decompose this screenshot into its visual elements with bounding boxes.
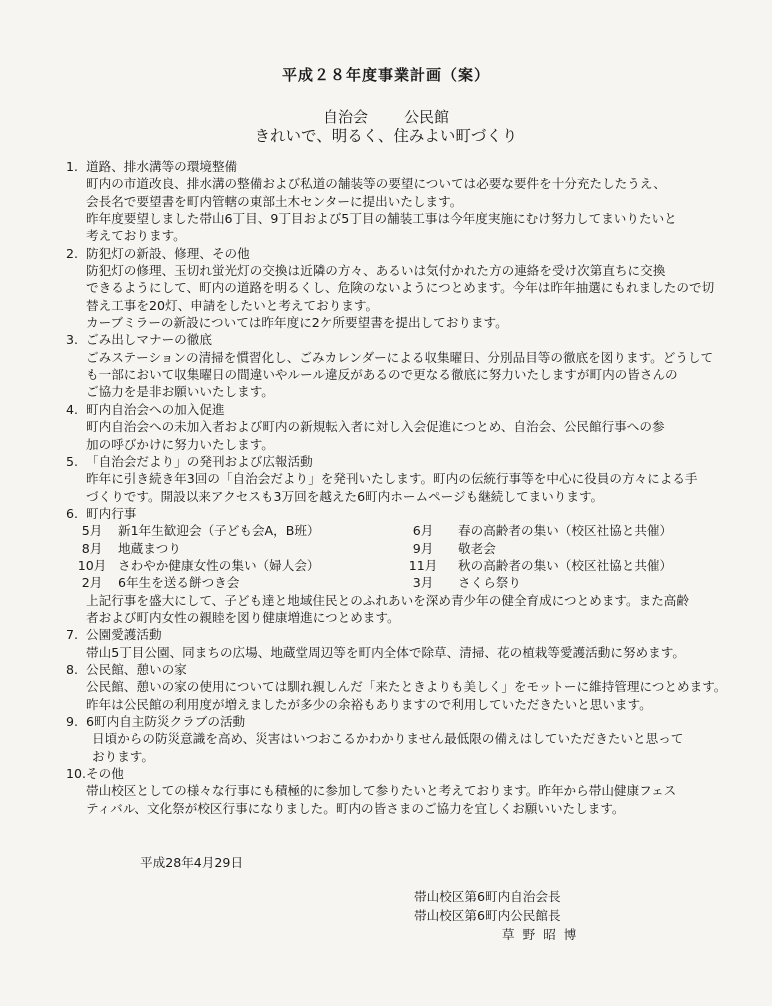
section-text-line: 町内自治会への未加入者および町内の新規転入者に対し入会促進につとめ、自治会、公民館行事への参 [86, 419, 665, 435]
section-number: 7. [66, 627, 79, 643]
section-text-line: おります。 [92, 748, 154, 764]
section-heading [66, 453, 756, 470]
section-text-line: 防犯灯の修理、玉切れ蛍光灯の交換は近隣の方々、あるいは気付かれた方の連絡を受け次第直ちに交換 [86, 263, 666, 279]
event-name: 6年生を送る餅つき会 [118, 575, 240, 591]
section-heading [66, 661, 756, 678]
section-text-line: カーブミラーの新設については昨年度に2ケ所要望書を提出しております。 [86, 315, 508, 331]
event-month: 8月 [81, 540, 103, 556]
document-title: 平成２８年度事業計画（案） [281, 66, 490, 84]
section-number: 4. [66, 401, 79, 417]
org-jichikai: 自治会 [322, 108, 368, 126]
section-heading [66, 505, 756, 522]
section-title: 「自治会だより」の発刊および広報活動 [86, 453, 313, 469]
section-heading [66, 713, 756, 730]
section-6 [66, 505, 756, 626]
event-name: さくら祭り [458, 575, 521, 591]
section-text-line: 帯山5丁目公園、同まちの広場、地蔵堂周辺等を町内全体で除草、清掃、花の植栽等愛護活動に努めます。 [86, 644, 685, 660]
section-text-line: 替え工事を20灯、申請をしたいと考えております。 [86, 297, 379, 313]
event-month: 2月 [81, 575, 103, 591]
section-title: 6町内自主防災クラブの活動 [86, 714, 246, 729]
signature-block [414, 887, 584, 944]
event-name: 秋の高齢者の集い（校区社協と共催） [458, 557, 673, 573]
section-number: 5. [66, 453, 79, 469]
section-text-line: 帯山校区としての様々な行事にも積極的に参加して参りたいと考えております。昨年から帯山健康フェス [86, 783, 677, 799]
section-text-line: 町内の市道改良、排水溝の整備および私道の舗装等の要望については必要な要件を十分充たしたうえ、 [86, 176, 666, 192]
event-month: 10月 [77, 557, 107, 573]
signature-title-kominkan: 帯山校区第6町内公民館長 [414, 908, 561, 923]
slogan: きれいで、明るく、住みよい町づくり [254, 127, 518, 145]
section-text-line: 者および町内女性の親睦を図り健康増進につとめます。 [86, 609, 400, 625]
section-number: 6. [66, 505, 79, 521]
event-name: 春の高齢者の集い（校区社協と共催） [458, 523, 673, 539]
section-text-line: できるようにして、町内の道路を明るくし、危険のないようにつとめます。今年は昨年抽選にもれましたので切 [86, 280, 715, 296]
section-text-line: づくりです。開設以来アクセスも3万回を越えた6町内ホームページも継続してまいります。 [86, 488, 604, 504]
section-title: 町内自治会への加入促進 [86, 401, 225, 417]
event-month: 6月 [412, 523, 434, 539]
event-name: 新1年生歓迎会（子ども会A，B班） [118, 523, 320, 539]
section-text-line: 会長名で要望書を町内管轄の東部土木センターに提出いたします。 [86, 193, 463, 209]
section-heading [66, 765, 756, 782]
section-title: その他 [86, 766, 124, 782]
event-name: さわやか健康女性の集い（婦人会） [118, 557, 320, 573]
org-kominkan: 公民館 [404, 108, 450, 126]
section-number: 3. [66, 332, 79, 348]
event-name: 地蔵まつり [118, 540, 181, 556]
event-month: 11月 [408, 557, 438, 573]
events-table [66, 522, 756, 591]
section-text-line: も一部において収集曜日の間違いやルール違反があるので更なる徹底に努力いたしますが町内の皆さんの [86, 367, 678, 383]
document-date: 平成28年4月29日 [140, 855, 244, 870]
section-title: 公園愛護活動 [86, 627, 162, 643]
section-text-line: 上記行事を盛大にして、子ども達と地域住民とのふれあいを深め青少年の健全育成につとめます。また高齢 [86, 592, 689, 608]
signature-name: 草野昭博 [502, 927, 585, 942]
section-3 [66, 331, 756, 400]
section-title: 防犯灯の新設、修理、その他 [86, 245, 250, 261]
section-title: 町内行事 [86, 505, 137, 521]
section-title: ごみ出しマナーの徹底 [86, 332, 212, 348]
section-number: 1. [66, 159, 79, 174]
event-name: 敬老会 [458, 540, 496, 556]
section-heading [66, 245, 756, 262]
section-heading [66, 158, 756, 175]
section-text-line: 加の呼びかけに努力いたします。 [86, 436, 274, 452]
event-month: 5月 [81, 523, 103, 539]
section-number: 8. [66, 661, 79, 677]
section-text-line: ご協力を是非お願いいたします。 [86, 384, 274, 400]
section-number: 9. [66, 714, 79, 729]
section-text-line: 公民館、憩いの家の使用については馴れ親しんだ「来たときよりも美しく」をモットーに維持管理につとめます。 [86, 679, 727, 695]
event-month: 3月 [412, 575, 434, 591]
event-month: 9月 [412, 540, 434, 556]
section-text-line: ごみステーションの清掃を慣習化し、ごみカレンダーによる収集曜日、分別品目等の徹底を図ります。どうして [86, 349, 714, 365]
section-heading [66, 401, 756, 418]
section-heading [66, 331, 756, 348]
section-text-line: 昨年に引き続き年3回の「自治会だより」を発刊いたします。町内の伝統行事等を中心に役員の方々による手 [86, 471, 698, 487]
section-9 [66, 713, 756, 765]
section-5 [66, 453, 756, 505]
plan-sections [66, 158, 756, 817]
section-1 [66, 158, 756, 245]
signature-title-jichikai: 帯山校区第6町内自治会長 [414, 889, 561, 904]
section-number: 2. [66, 245, 79, 261]
section-heading [66, 626, 756, 643]
section-text-line: 昨年度要望しました帯山6丁目、9丁目および5丁目の舗装工事は今年度実施にむけ努力してまいりたいと [86, 211, 677, 227]
section-4 [66, 401, 756, 453]
section-2 [66, 245, 756, 332]
section-7 [66, 626, 756, 661]
section-text-line: 考えております。 [86, 228, 186, 244]
section-number: 10. [66, 766, 87, 782]
section-text-line: 日頃からの防災意識を高め、災害はいつおこるかわかりません最低限の備えはしていただきたいと思って [92, 731, 684, 747]
section-title: 公民館、憩いの家 [86, 661, 187, 677]
section-text-line: 昨年は公民館の利用度が増えましたが多少の余裕もありますので利用していただきたいと思います。 [86, 696, 652, 712]
section-title: 道路、排水溝等の環境整備 [86, 159, 238, 174]
section-10 [66, 765, 756, 817]
section-8 [66, 661, 756, 713]
section-text-line: ティバル、文化祭が校区行事になりました。町内の皆さまのご協力を宜しくお願いいたします。 [86, 800, 625, 816]
